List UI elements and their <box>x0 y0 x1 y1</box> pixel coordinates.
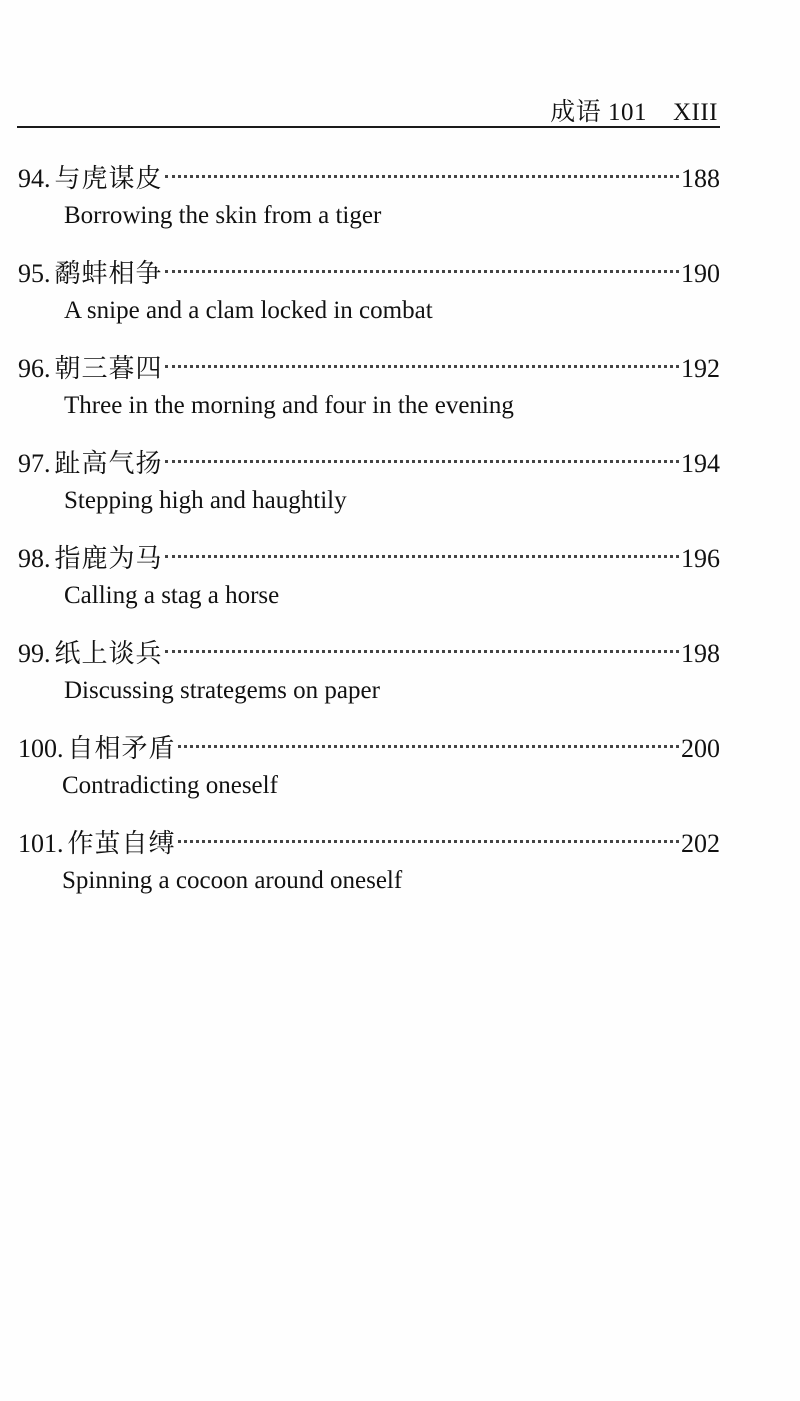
entry-page-number: 200 <box>681 734 720 763</box>
toc-entry-heading <box>18 160 720 198</box>
header-page-number: XIII <box>672 99 718 126</box>
toc-entry-97[interactable] <box>18 445 720 540</box>
entry-subtitle: Discussing strategems on paper <box>64 677 380 704</box>
toc-entry-heading <box>18 730 720 768</box>
table-of-contents <box>18 160 720 920</box>
entry-page-number: 194 <box>681 449 720 478</box>
dot-leader <box>165 175 679 178</box>
entry-page-number: 196 <box>681 544 720 573</box>
toc-entry-heading <box>18 635 720 673</box>
header-title: 成语 101 <box>550 99 647 126</box>
entry-subtitle: Three in the morning and four in the evening <box>64 392 514 419</box>
dot-leader <box>165 650 679 653</box>
toc-entry-94[interactable] <box>18 160 720 255</box>
entry-subtitle: Calling a stag a horse <box>64 582 280 609</box>
toc-entry-95[interactable] <box>18 255 720 350</box>
entry-page-number: 198 <box>681 639 720 668</box>
dot-leader <box>178 745 679 748</box>
entry-page-number: 192 <box>681 354 720 383</box>
toc-entry-100[interactable] <box>18 730 720 825</box>
entry-title: 朝三暮四 <box>54 354 163 383</box>
toc-entry-96[interactable] <box>18 350 720 445</box>
entry-subtitle: Borrowing the skin from a tiger <box>64 202 382 229</box>
dot-leader <box>178 840 679 843</box>
dot-leader <box>165 270 679 273</box>
entry-title: 指鹿为马 <box>54 544 163 573</box>
dot-leader <box>165 555 679 558</box>
toc-entry-heading <box>18 445 720 483</box>
entry-title: 自相矛盾 <box>67 734 176 763</box>
toc-entry-heading <box>18 540 720 578</box>
entry-title: 趾高气扬 <box>54 449 163 478</box>
entry-title: 纸上谈兵 <box>54 639 163 668</box>
entry-number: 101. <box>18 829 64 858</box>
entry-subtitle: A snipe and a clam locked in combat <box>64 297 433 324</box>
entry-number: 97. <box>18 449 51 478</box>
toc-entry-101[interactable] <box>18 825 720 920</box>
entry-number: 94. <box>18 164 51 193</box>
entry-subtitle: Stepping high and haughtily <box>64 487 347 514</box>
dot-leader <box>165 460 679 463</box>
toc-entry-heading <box>18 350 720 388</box>
toc-entry-99[interactable] <box>18 635 720 730</box>
entry-page-number: 190 <box>681 259 720 288</box>
header-rule <box>17 126 720 128</box>
entry-title: 与虎谋皮 <box>54 164 163 193</box>
header-text <box>550 92 718 128</box>
entry-number: 98. <box>18 544 51 573</box>
entry-page-number: 188 <box>681 164 720 193</box>
dot-leader <box>165 365 679 368</box>
entry-title: 鹬蚌相争 <box>54 259 163 288</box>
entry-subtitle: Contradicting oneself <box>62 772 278 799</box>
entry-number: 95. <box>18 259 51 288</box>
running-header <box>17 88 720 124</box>
entry-number: 100. <box>18 734 64 763</box>
entry-number: 96. <box>18 354 51 383</box>
toc-entry-heading <box>18 825 720 863</box>
entry-subtitle: Spinning a cocoon around oneself <box>62 867 403 894</box>
entry-number: 99. <box>18 639 51 668</box>
entry-page-number: 202 <box>681 829 720 858</box>
entry-title: 作茧自缚 <box>67 829 176 858</box>
toc-entry-heading <box>18 255 720 293</box>
toc-entry-98[interactable] <box>18 540 720 635</box>
